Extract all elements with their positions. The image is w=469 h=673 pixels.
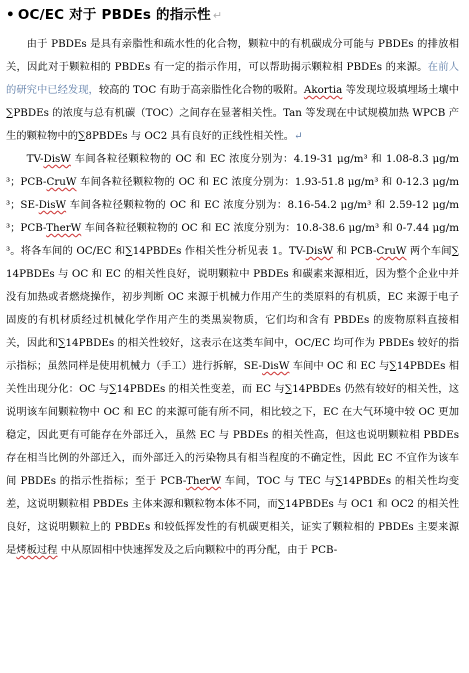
paragraph-text: 两个车间∑14PBDEs 与 OC 和 EC 的相关性良好，说明颗粒中 PBDEs 和碳素来源相近，因为整个企业中并没有加热或者燃烧操作，初步判断 OC 来源于机械力作用产生的类原料的有机质，EC 来源于电子固废的有机材质经过机械化学作用产生的类黑炭物质，它们均和含有 PBDEs 的废物原料直接相关，因此和∑14PBDEs 的相关性较好，这表示在这类车间中，OC/EC 均可作为 PBDEs 较好的指示指标；虽然同样是使用机械力（手工）进行拆解，SE- bbox=[6, 245, 459, 372]
paragraph-text: 等发现垃圾填埋场土壤中∑PBDEs 的浓度与总有机碳（TOC）之间存在显著相关性。Tan 等发现在中试规模加热 WPCB 产生的颗粒物中的∑8PBDEs 与 OC2 具有良好的正线性相关性。 bbox=[6, 84, 460, 142]
paragraph-text: 和 PCB- bbox=[333, 245, 377, 257]
document-body bbox=[6, 33, 459, 562]
paragraph-text: 车间各粒径颗粒物的 OC 和 EC 浓度分别为：8.16-54.2 μg/m³ 和 2.59-12 μg/m³；PCB- bbox=[6, 199, 459, 234]
spellcheck-flagged-text: TherW bbox=[46, 222, 82, 234]
spellcheck-flagged-text: CruW bbox=[46, 176, 77, 188]
spellcheck-flagged-text: DisW bbox=[305, 245, 334, 257]
paragraph-mark-icon: ↵ bbox=[212, 9, 223, 22]
bullet-icon: • bbox=[6, 7, 15, 23]
paragraph-text: 车间各粒径颗粒物的 OC 和 EC 浓度分别为：1.93-51.8 μg/m³ 和 0-12.3 μg/m³；SE- bbox=[6, 176, 459, 211]
paragraph-text: 中从原固相中快速挥发及之后向颗粒中的再分配，由于 PCB- bbox=[57, 544, 338, 556]
spellcheck-flagged-text: 烤板过程 bbox=[16, 544, 58, 556]
highlighted-text: ↵ bbox=[294, 130, 303, 142]
paragraph-text: 较高的 TOC 有助于高亲脂性化合物的吸附。 bbox=[98, 84, 304, 96]
section-heading bbox=[6, 6, 222, 25]
spellcheck-flagged-text: DisW bbox=[262, 360, 290, 372]
highlighted-text: 在前人的研究中已经发现， bbox=[6, 61, 460, 96]
spellcheck-flagged-text: DisW bbox=[38, 199, 67, 211]
section-title: OC/EC 对于 PBDEs 的指示性 bbox=[17, 7, 211, 23]
paragraph-text: 由于 PBDEs 是具有亲脂性和疏水性的化合物，颗粒中的有机碳成分可能与 PBDEs 的排放相关，因此对于颗粒相的 PBDEs 有一定的指示作用，可以帮助揭示颗粒相 PBDEs 的来源。 bbox=[6, 38, 459, 73]
spellcheck-flagged-text: Akortia bbox=[303, 84, 343, 96]
paragraph-1 bbox=[6, 33, 459, 148]
paragraph-text: 车间各粒径颗粒物的 OC 和 EC 浓度分别为：10.8-38.6 μg/m³ 和 0-7.44 μg/m³。将各车间的 OC/EC 和∑14PBDEs 作相关性分析见表 1。TV- bbox=[6, 222, 459, 257]
paragraph-text: 车间，TOC 与 TEC 与∑14PBDEs 的相关性均变差，这说明颗粒相 PBDEs 主体来源和颗粒物本体不同，而∑14PBDEs 与 OC1 和 OC2 的相关性良好，这说明颗粒上的 PBDEs 和较低挥发性的有机碳更相关，证实了颗粒相的 PBDEs 主要来源是 bbox=[6, 475, 459, 556]
paragraph-text: TV- bbox=[26, 153, 44, 165]
spellcheck-flagged-text: DisW bbox=[43, 153, 71, 165]
paragraph-2 bbox=[6, 148, 459, 562]
spellcheck-flagged-text: TherW bbox=[185, 475, 222, 487]
paragraph-text: 车间各粒径颗粒物的 OC 和 EC 浓度分别为：4.19-31 μg/m³ 和 1.08-8.3 μg/m³；PCB- bbox=[6, 153, 459, 188]
paragraph-text: 车间中 OC 和 EC 与∑14PBDEs 相关性出现分化：OC 与∑14PBDEs 的相关性变差，而 EC 与∑14PBDEs 仍然有较好的相关性，这说明该车间颗粒物中 OC 和 EC 的来源可能有所不同，相比较之下，EC 在大气环境中较 OC 更加稳定，因此更有可能存在外部迁入，虽然 EC 与 PBDEs 的相关性高，但这也说明颗粒相 PBDEs 存在相当比例的外部迁入，而外部迁入的污染物具有相当程度的不确定性，因此 EC 不宜作为该车间 PBDEs 的指示性指标；至于 PCB- bbox=[6, 360, 460, 487]
spellcheck-flagged-text: CruW bbox=[376, 245, 407, 257]
